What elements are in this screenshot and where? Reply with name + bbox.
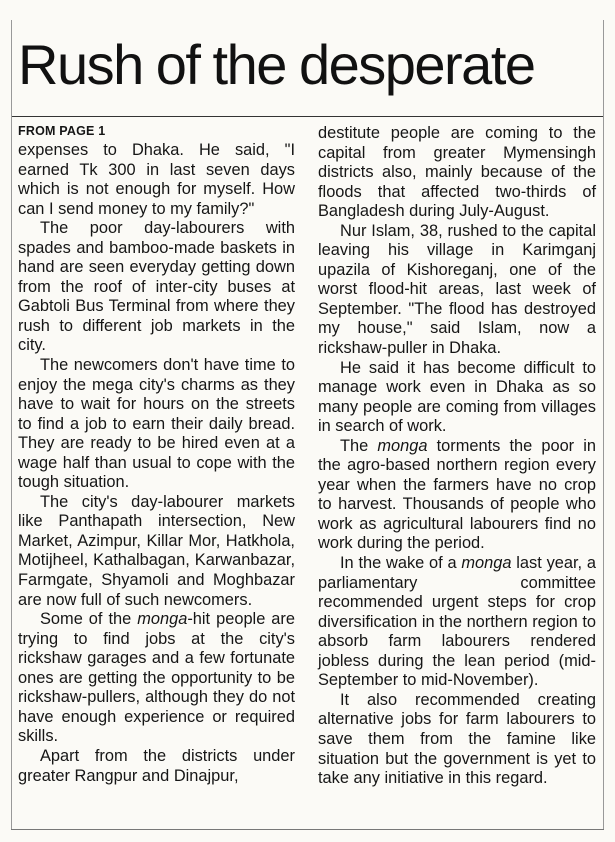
monga-torments-em: monga xyxy=(377,436,428,455)
monga-hit-after: -hit people are trying to find jobs at the city's rickshaw garages and a few fortunate ones are getting the opportunity to be rickshaw-pullers, although they do not have enough experience or required skills. xyxy=(18,610,295,746)
paragraph-monga-torments xyxy=(318,437,596,554)
paragraph-monga-hit xyxy=(18,610,295,747)
paragraph-difficult: He said it has become difficult to manage work even in Dhaka as so many people are coming from villages in search of work. xyxy=(318,358,596,436)
frame-right-border xyxy=(603,20,604,830)
frame-left-border xyxy=(11,20,12,830)
paragraph-expenses: expenses to Dhaka. He said, "I earned Tk 300 in last seven days which is not enough for myself. How can I send money to my family?" xyxy=(18,141,295,218)
article-column-left xyxy=(18,124,295,786)
paragraph-monga-wake xyxy=(318,554,596,691)
paragraph-alternative-jobs: It also recommended creating alternative jobs for farm labourers to save them from the famine like situation but the government is yet to take any initiative in this regard. xyxy=(318,690,596,788)
monga-hit-before: Some of the xyxy=(40,610,138,629)
monga-hit-em: monga xyxy=(137,610,188,629)
headline: Rush of the desperate xyxy=(18,33,535,96)
frame-bottom-border xyxy=(11,829,604,830)
monga-wake-after: last year, a parliamentary committee recommended urgent steps for crop diversification in the northern region to absorb farm labourers rendered jobless during the lean period (mid-September to mid-November). xyxy=(318,554,596,690)
monga-torments-before: The xyxy=(340,436,378,455)
article-column-right xyxy=(318,124,596,789)
kicker-from-page-1: FROM PAGE 1 xyxy=(18,124,106,138)
paragraph-nur-islam: Nur Islam, 38, rushed to the capital leaving his village in Karimganj upazila of Kishoreganj, one of the worst flood-hit areas, last week of September. "The flood has destroyed my house," said Islam, now a rickshaw-puller in Dhaka. xyxy=(318,221,596,358)
paragraph-destitute: destitute people are coming to the capital from greater Mymensingh districts also, mainly because of the floods that affected two-thirds of Bangladesh during July-August. xyxy=(318,124,596,221)
monga-wake-before: In the wake of a xyxy=(340,554,462,573)
monga-wake-em: monga xyxy=(461,554,512,573)
paragraph-labour-markets: The city's day-labourer markets like Panthapath intersection, New Market, Azimpur, Killar Mor, Hatkhola, Motijheel, Kathalbagan, Karwanbazar, Farmgate, Shyamoli and Moghbazar are now full of such newcomers. xyxy=(18,492,295,609)
paragraph-apart-from: Apart from the districts under greater Rangpur and Dinajpur, xyxy=(18,746,295,785)
paragraph-day-labourers: The poor day-labourers with spades and bamboo-made baskets in hand are seen everyday getting down from the roof of inter-city buses at Gabtoli Bus Terminal from where they rush to different job markets in the city. xyxy=(18,219,295,355)
headline-rule xyxy=(12,116,603,117)
monga-torments-after: torments the poor in the agro-based northern region every year when the farmers have no crop to harvest. Thousands of people who work as agricultural labourers find no work during the period. xyxy=(318,436,596,553)
paragraph-newcomers: The newcomers don't have time to enjoy the mega city's charms as they have to wait for hours on the streets to find a job to earn their daily bread. They are ready to be hired even at a wage half than usual to cope with the tough situation. xyxy=(18,356,295,492)
